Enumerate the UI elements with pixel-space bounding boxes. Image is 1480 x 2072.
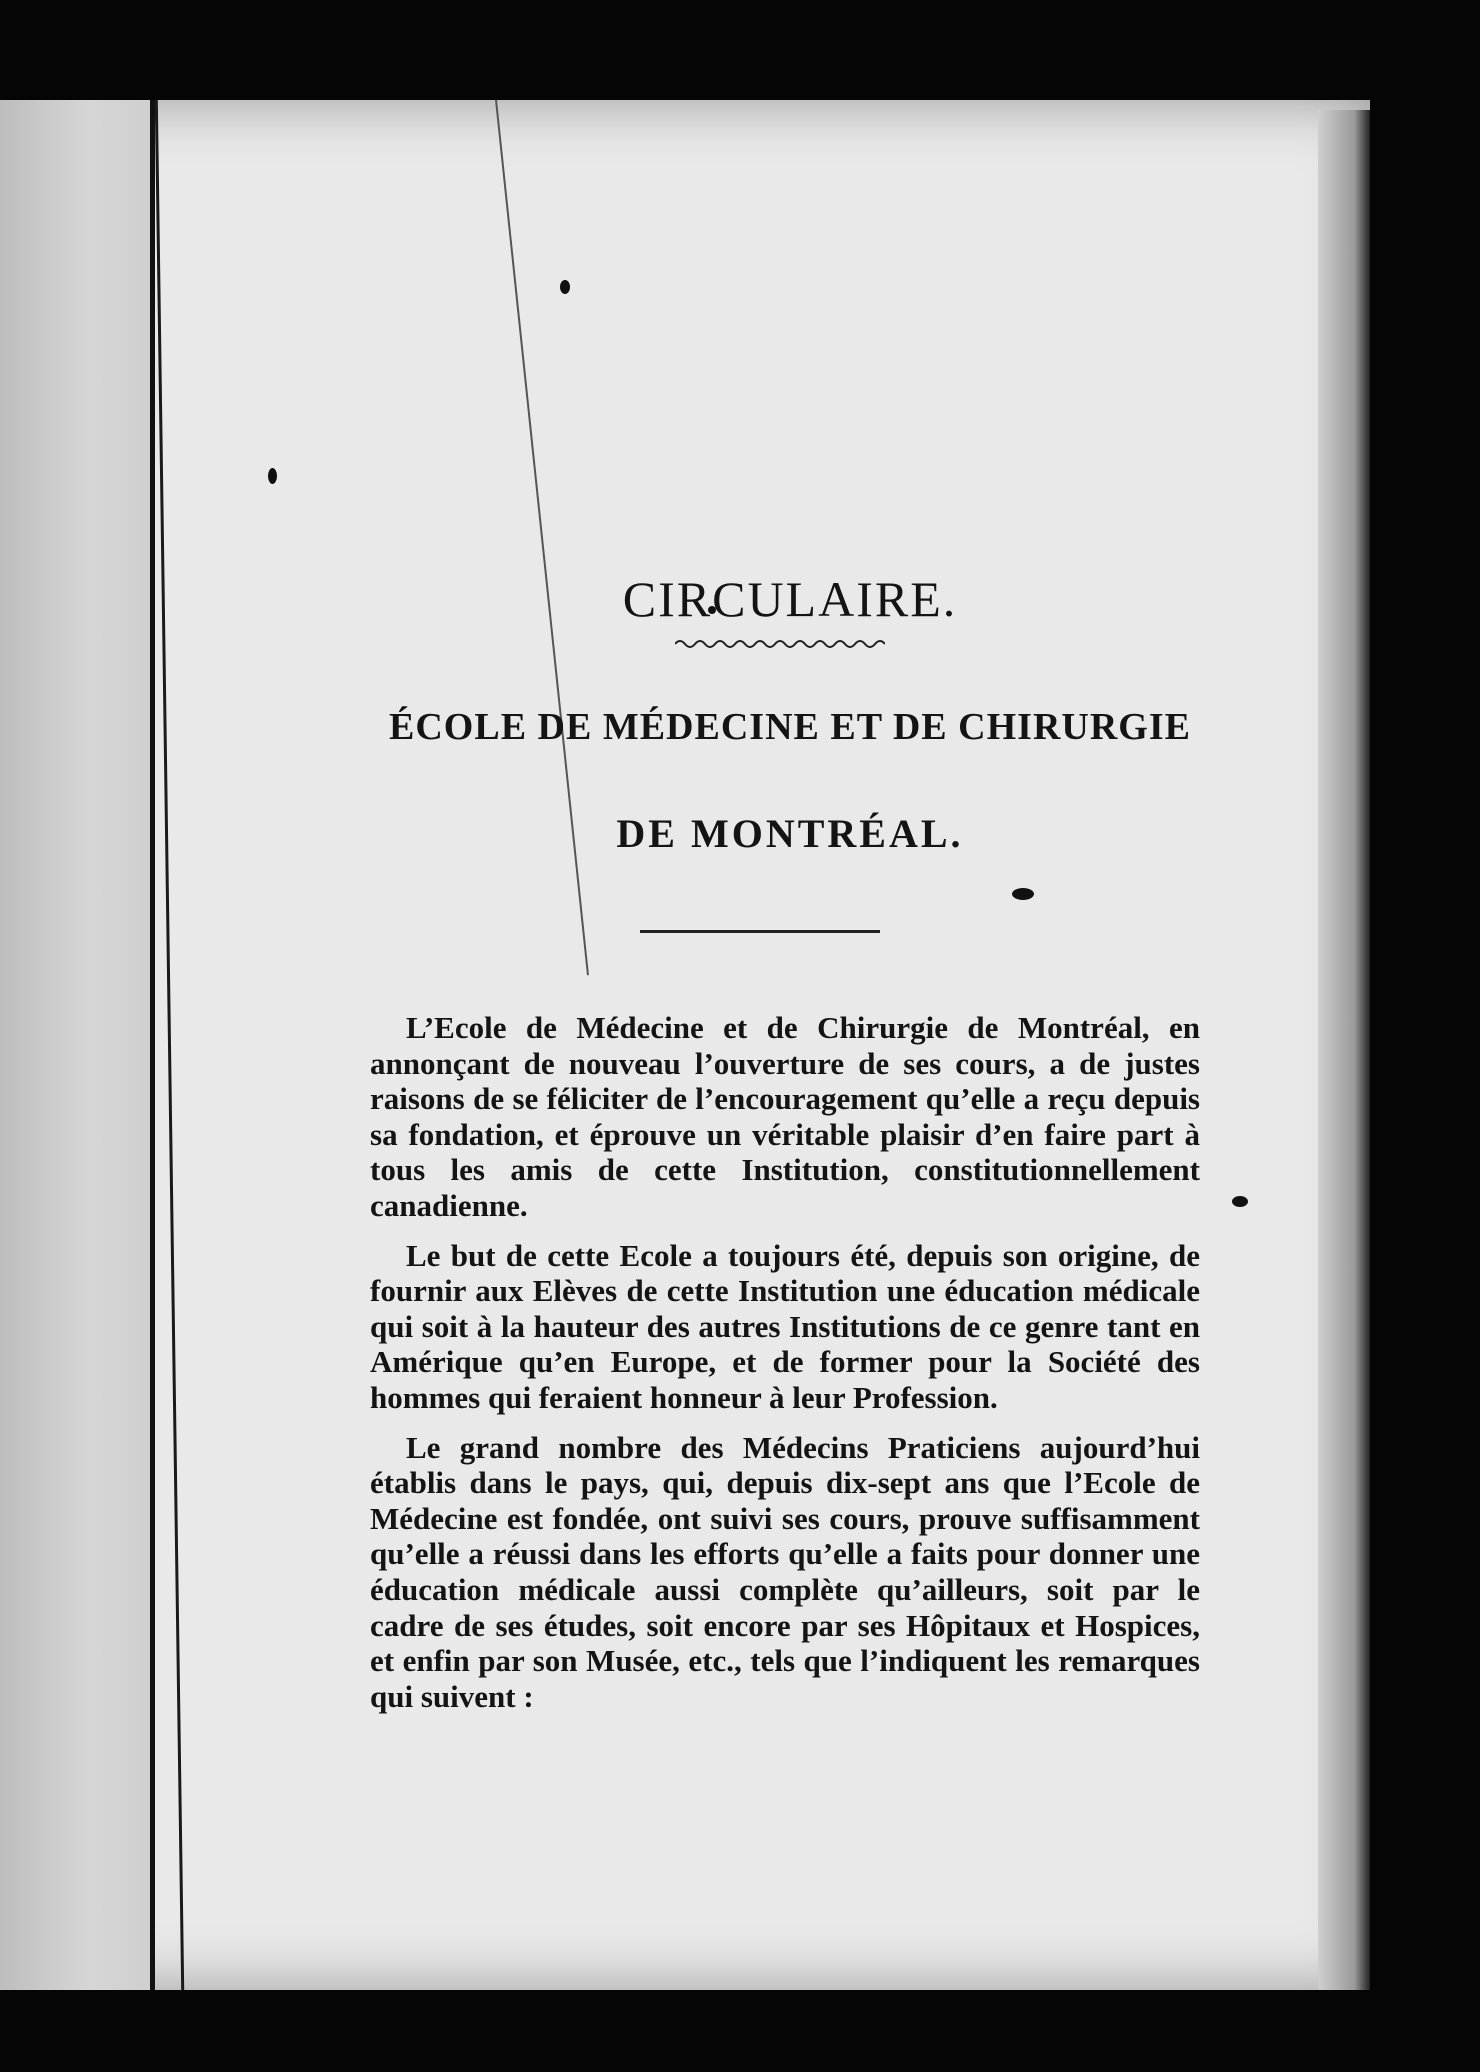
body-text xyxy=(370,1010,1200,1728)
right-page-edge xyxy=(1318,110,1370,1990)
left-page-strip xyxy=(0,100,150,1990)
binding-fold-line xyxy=(150,100,155,1990)
ink-speck xyxy=(1232,1196,1248,1207)
school-name-line2: DE MONTRÉAL. xyxy=(616,811,964,856)
paragraph: Le grand nombre des Médecins Praticiens aujourd’hui établis dans le pays, qui, depuis dix-sept ans que l’Ecole de Médecine est fondée, ont suivi ses cours, prouve suffisamment qu’elle a réussi dans les efforts qu’elle a faits pour donner une éducation médicale aussi complète qu’ailleurs, soit par le cadre de ses études, soit encore par ses Hôpitaux et Hospices, et enfin par son Musée, etc., tels que l’indiquent les remarques qui suivent : xyxy=(370,1429,1200,1714)
paragraph: Le but de cette Ecole a toujours été, depuis son origine, de fournir aux Elèves de cette Institution une éducation médicale qui soit à la hauteur des autres Institutions de ce genre tant en Amérique qu’en Europe, et de former pour la Société des hommes qui feraient honneur à leur Profession. xyxy=(370,1237,1200,1415)
wavy-divider xyxy=(675,638,885,650)
school-name-line1: ÉCOLE DE MÉDECINE ET DE CHIRURGIE xyxy=(389,706,1191,748)
document-title: CIRCULAIRE. xyxy=(622,571,958,627)
paragraph: L’Ecole de Médecine et de Chirurgie de Montréal, en annonçant de nouveau l’ouverture de ses cours, a de justes raisons de se féliciter de l’encouragement qu’elle a reçu depuis sa fondation, et éprouve un véritable plaisir d’en faire part à tous les amis de cette Institution, constitutionnellement canadienne. xyxy=(370,1010,1200,1223)
ink-speck xyxy=(1012,888,1034,900)
ink-speck xyxy=(560,280,570,294)
horizontal-rule xyxy=(640,930,880,933)
ink-speck xyxy=(268,468,277,484)
